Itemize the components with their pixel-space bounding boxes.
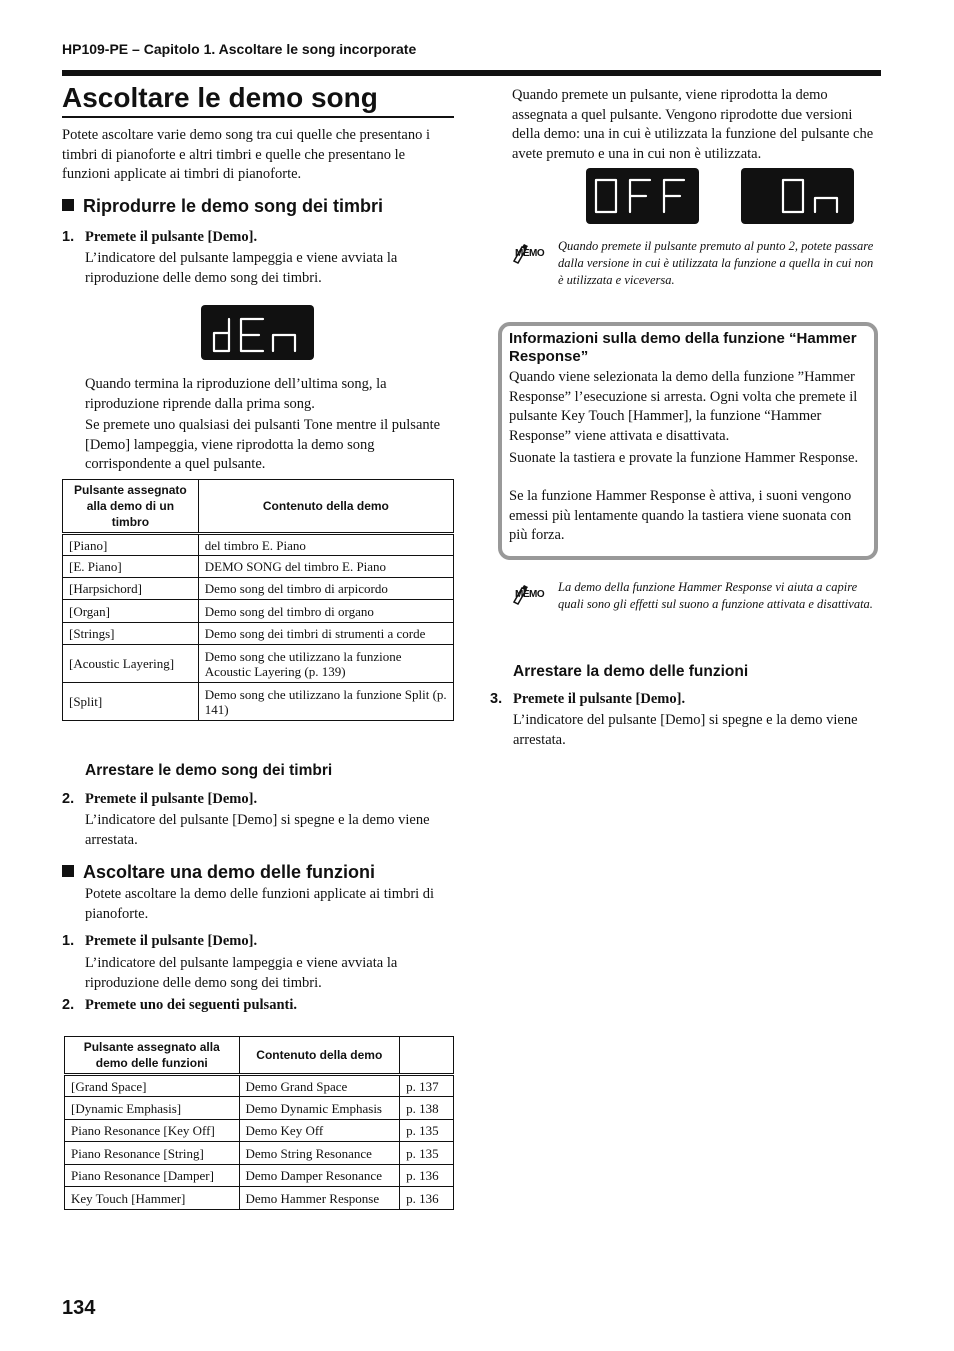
section1-step1 xyxy=(62,229,257,246)
table-row xyxy=(63,556,454,578)
section1-stop-heading: Arrestare le demo song dei timbri xyxy=(85,762,333,779)
running-header: HP109-PE – Capitolo 1. Ascoltare le song incorporate xyxy=(62,41,417,57)
table-row xyxy=(65,1165,454,1187)
section1-heading xyxy=(62,196,383,217)
table-cell: Demo String Resonance xyxy=(239,1142,400,1165)
timbre-demo-table xyxy=(62,479,454,721)
square-bullet-icon xyxy=(62,865,74,877)
table-cell: p. 135 xyxy=(400,1142,454,1165)
table-cell: [Grand Space] xyxy=(65,1075,240,1097)
hammer-box-p3: Se la funzione Hammer Response è attiva, i suoni vengono emessi più lentamente quando la tastiera viene suonata con più forza. xyxy=(509,488,852,543)
table-row xyxy=(65,1097,454,1120)
title-rule xyxy=(62,116,454,118)
section2-step2 xyxy=(62,997,297,1014)
section1-step2-desc: L’indicatore del pulsante [Demo] si spegne e la demo viene arrestata. xyxy=(85,812,430,848)
section1-step2 xyxy=(62,791,257,808)
step-title: Premete il pulsante [Demo]. xyxy=(85,791,258,807)
table-cell: Key Touch [Hammer] xyxy=(65,1187,240,1210)
table-header xyxy=(400,1037,454,1075)
table-cell: Demo song del timbro di organo xyxy=(198,600,453,623)
table-cell: Piano Resonance [String] xyxy=(65,1142,240,1165)
intro-paragraph: Potete ascoltare varie demo song tra cui quelle che presentano i timbri di pianoforte e altri timbri e quelle che presentano le funzioni applicate ai timbri di pianoforte. xyxy=(62,127,430,182)
display-on xyxy=(741,168,854,224)
table-cell: Demo song dei timbri di strumenti a corde xyxy=(198,623,453,645)
seven-segment-dem-icon xyxy=(201,305,314,360)
section1-para1: Quando termina la riproduzione dell’ultima song, la riproduzione riprende dalla prima song. xyxy=(85,376,387,412)
seven-segment-off-icon xyxy=(586,168,699,224)
table-row xyxy=(63,578,454,600)
section2-step1 xyxy=(62,933,257,950)
table-row xyxy=(63,534,454,556)
table-cell: [Harpsichord] xyxy=(63,578,199,600)
table-cell: del timbro E. Piano xyxy=(198,534,453,556)
table-cell: p. 136 xyxy=(400,1187,454,1210)
table-row xyxy=(65,1187,454,1210)
display-off xyxy=(586,168,699,224)
table-header: Contenuto della demo xyxy=(239,1037,400,1075)
table-cell: Demo Dynamic Emphasis xyxy=(239,1097,400,1120)
section1-step1-desc: L’indicatore del pulsante lampeggia e viene avviata la riproduzione delle demo song dei timbri. xyxy=(85,250,398,286)
table-cell: Demo song che utilizzano la funzione Acoustic Layering (p. 139) xyxy=(198,645,453,683)
table-header: Contenuto della demo xyxy=(198,480,453,534)
section1-heading-text: Riprodurre le demo song dei timbri xyxy=(83,196,384,216)
table-row xyxy=(63,600,454,623)
table-cell: [Strings] xyxy=(63,623,199,645)
table-cell: p. 138 xyxy=(400,1097,454,1120)
square-bullet-icon xyxy=(62,199,74,211)
table-cell: [Acoustic Layering] xyxy=(63,645,199,683)
table-cell: Demo Hammer Response xyxy=(239,1187,400,1210)
table-cell: [Split] xyxy=(63,683,199,721)
hammer-box-p1: Quando viene selezionata la demo della funzione ”Hammer Response” l’esecuzione si arresta. Ogni volta che premete il pulsante Key Touch [Hammer], la funzione “Hammer Response” viene attivata e disattivata. xyxy=(509,369,858,444)
step-title: Premete uno dei seguenti pulsanti. xyxy=(85,997,297,1013)
table-row xyxy=(63,623,454,645)
table-cell: [Organ] xyxy=(63,600,199,623)
table-cell: p. 135 xyxy=(400,1120,454,1142)
table-row xyxy=(63,645,454,683)
seven-segment-on-icon xyxy=(741,168,854,224)
section2-heading xyxy=(62,862,375,883)
table-cell: Demo song che utilizzano la funzione Split (p. 141) xyxy=(198,683,453,721)
table-cell: Demo song del timbro di arpicordo xyxy=(198,578,453,600)
section2-step1-desc: L’indicatore del pulsante lampeggia e viene avviata la riproduzione delle demo song dei timbri. xyxy=(85,955,398,991)
step-number: 1. xyxy=(62,933,75,949)
table-cell: [E. Piano] xyxy=(63,556,199,578)
right-stop-heading: Arrestare la demo delle funzioni xyxy=(513,663,749,680)
memo-icon xyxy=(512,584,552,606)
table-row xyxy=(65,1142,454,1165)
memo-icon xyxy=(512,243,552,265)
memo-label: MEMO xyxy=(515,589,545,600)
table-row xyxy=(65,1075,454,1097)
right-para1: Quando premete un pulsante, viene riprodotta la demo assegnata a quel pulsante. Vengono riprodotte due versioni della demo: una in cui è utilizzata la funzione del pulsante che avete premuto e una in cui non è utilizzata. xyxy=(512,87,874,162)
table-cell: Demo Key Off xyxy=(239,1120,400,1142)
right-step3-desc: L’indicatore del pulsante [Demo] si spegne e la demo viene arrestata. xyxy=(513,712,858,748)
header-rule xyxy=(62,70,881,76)
table-cell: [Piano] xyxy=(63,534,199,556)
memo2-text: La demo della funzione Hammer Response vi aiuta a capire quali sono gli effetti sul suono a funzione attivata e disattivata. xyxy=(558,580,873,611)
table-cell: DEMO SONG del timbro E. Piano xyxy=(198,556,453,578)
step-number: 2. xyxy=(62,791,75,807)
step-number: 3. xyxy=(490,691,503,707)
memo-label: MEMO xyxy=(515,248,545,259)
page-title: Ascoltare le demo song xyxy=(62,82,378,113)
step-number: 2. xyxy=(62,997,75,1013)
table-cell: Demo Damper Resonance xyxy=(239,1165,400,1187)
memo1-text: Quando premete il pulsante premuto al punto 2, potete passare dalla versione in cui è utilizzata la funzione a quella in cui non è utilizzata e viceversa. xyxy=(558,239,874,287)
table-row xyxy=(65,1120,454,1142)
display-dem xyxy=(201,305,314,360)
section2-heading-text: Ascoltare una demo delle funzioni xyxy=(83,862,376,882)
table-cell: Demo Grand Space xyxy=(239,1075,400,1097)
table-cell: p. 136 xyxy=(400,1165,454,1187)
table-cell: Piano Resonance [Key Off] xyxy=(65,1120,240,1142)
table-cell: Piano Resonance [Damper] xyxy=(65,1165,240,1187)
hammer-box-p2: Suonate la tastiera e provate la funzione Hammer Response. xyxy=(509,450,859,466)
section2-intro: Potete ascoltare la demo delle funzioni applicate ai timbri di pianoforte. xyxy=(85,886,435,922)
hammer-box-title: Informazioni sulla demo della funzione “Hammer Response” xyxy=(509,330,857,365)
table-row xyxy=(63,683,454,721)
page-number: 134 xyxy=(62,1297,96,1319)
section1-para2: Se premete uno qualsiasi dei pulsanti Tone mentre il pulsante [Demo] lampeggia, viene riprodotta la demo song corrispondente a quel pulsante. xyxy=(85,417,441,472)
step-title: Premete il pulsante [Demo]. xyxy=(85,229,258,245)
table-cell: [Dynamic Emphasis] xyxy=(65,1097,240,1120)
table-header: Pulsante assegnato alla demo delle funzioni xyxy=(65,1037,240,1075)
table-cell: p. 137 xyxy=(400,1075,454,1097)
step-number: 1. xyxy=(62,229,75,245)
right-step3 xyxy=(490,691,685,708)
table-header: Pulsante assegnato alla demo di un timbro xyxy=(63,480,199,534)
step-title: Premete il pulsante [Demo]. xyxy=(85,933,258,949)
step-title: Premete il pulsante [Demo]. xyxy=(513,691,686,707)
function-demo-table xyxy=(64,1036,454,1210)
